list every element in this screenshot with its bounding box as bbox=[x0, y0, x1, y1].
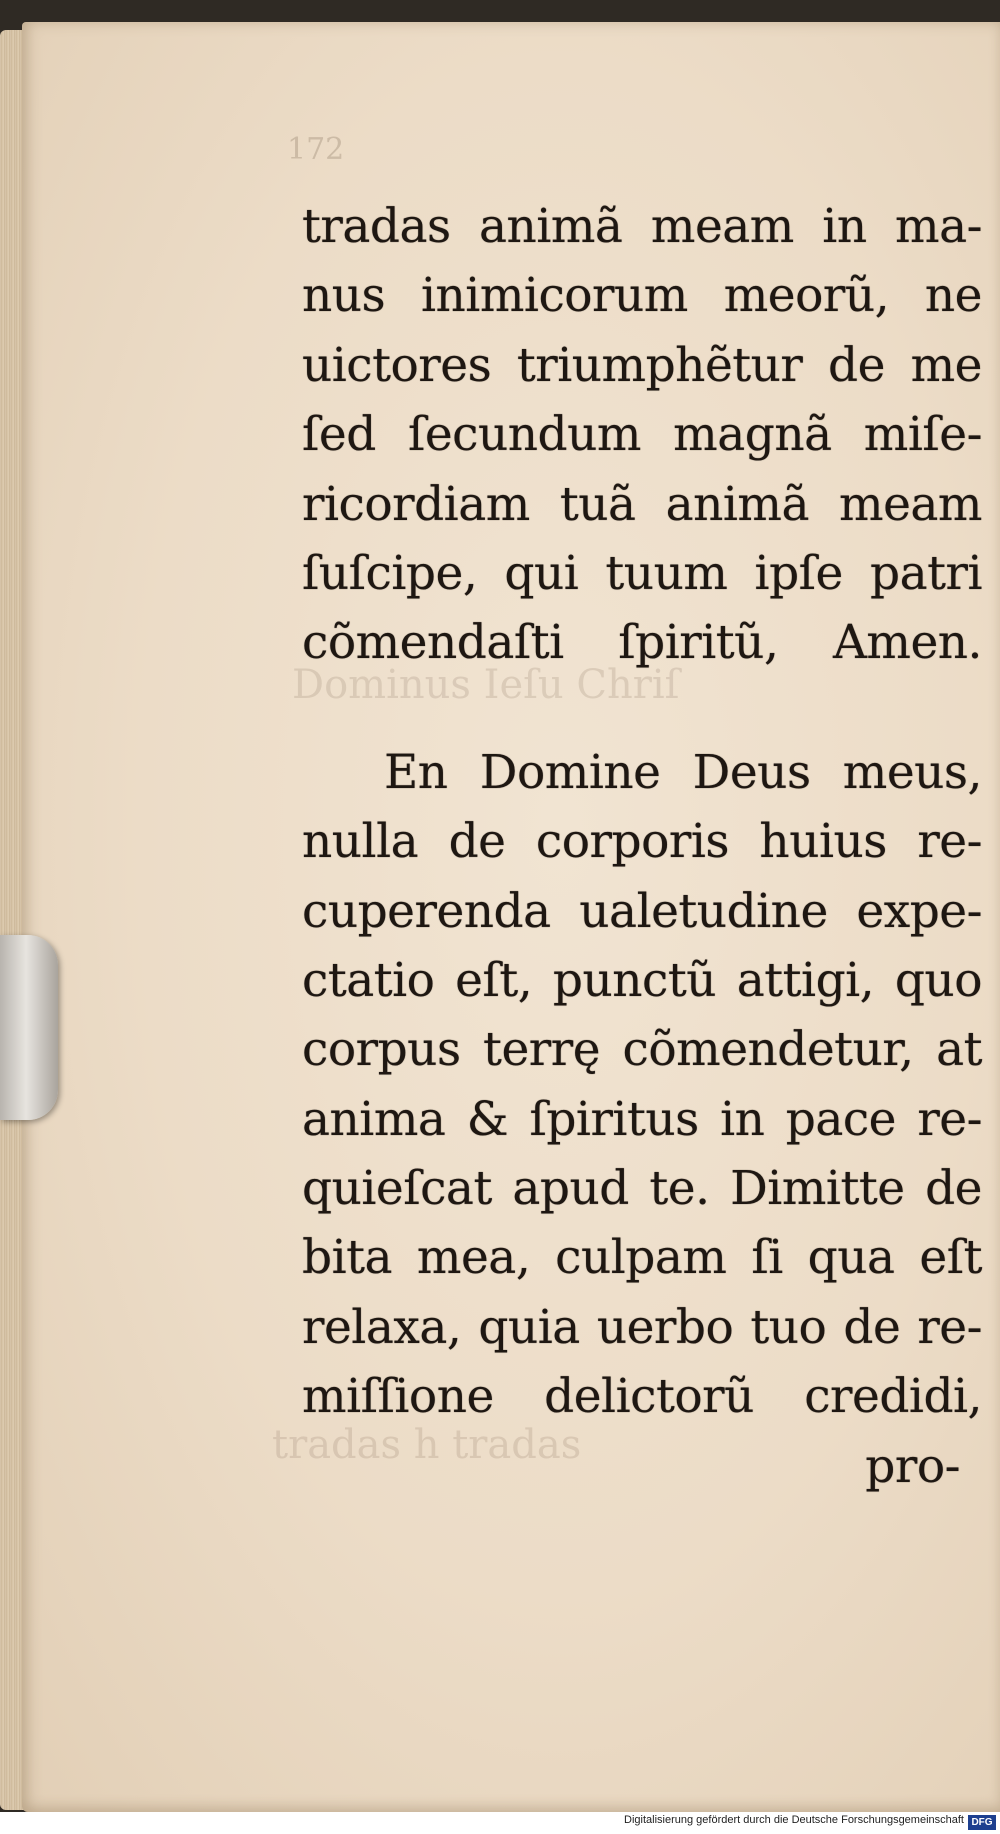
text-line: bita mea, culpam ſi qua eſt bbox=[302, 1230, 982, 1286]
text-line: cuperenda ualetudine expe‑ bbox=[302, 883, 982, 939]
text-line: relaxa, quia uerbo tuo de re‑ bbox=[302, 1299, 982, 1355]
catchword: pro‑ bbox=[865, 1438, 960, 1494]
text-line: quieſcat apud te. Dimitte de bbox=[302, 1161, 982, 1217]
text-line: ſed ſecundum magnã miſe‑ bbox=[302, 407, 982, 463]
dfg-logo: DFG bbox=[968, 1815, 996, 1830]
text-line: cõmendaſti ſpiritũ, Amen. bbox=[302, 615, 982, 671]
text-line: nulla de corporis huius re‑ bbox=[302, 814, 982, 870]
page-clip bbox=[0, 935, 58, 1120]
printed-text-block bbox=[302, 192, 982, 1501]
text-line: ricordiam tuã animã meam bbox=[302, 476, 982, 532]
paragraph-first-line: En Domine Deus meus, bbox=[384, 744, 982, 800]
text-line: nus inimicorum meorũ, ne bbox=[302, 268, 982, 324]
text-line: miſſione delictorũ credidi, bbox=[302, 1369, 982, 1425]
show-through-text: Dominus Ieſu Chriſ bbox=[292, 662, 680, 708]
funding-credit: Digitalisierung gefördert durch die Deutsche Forschungsgemeinschaft bbox=[624, 1814, 964, 1826]
text-line: ſuſcipe, qui tuum ipſe patri bbox=[302, 545, 982, 601]
digitization-footer bbox=[0, 1812, 1000, 1834]
text-line: ctatio eſt, punctũ attigi, quo bbox=[302, 952, 982, 1008]
text-line: tradas animã meam in ma‑ bbox=[302, 199, 982, 254]
book-page bbox=[22, 22, 1000, 1812]
page-number-fragment: 172 bbox=[287, 132, 345, 167]
text-line: corpus terrę cõmendetur, at bbox=[302, 1022, 982, 1078]
text-line: uictores triumphẽtur de me bbox=[302, 337, 982, 393]
show-through-text: tradas h tradas bbox=[272, 1422, 582, 1468]
text-line: anima & ſpiritus in pace re‑ bbox=[302, 1091, 982, 1147]
